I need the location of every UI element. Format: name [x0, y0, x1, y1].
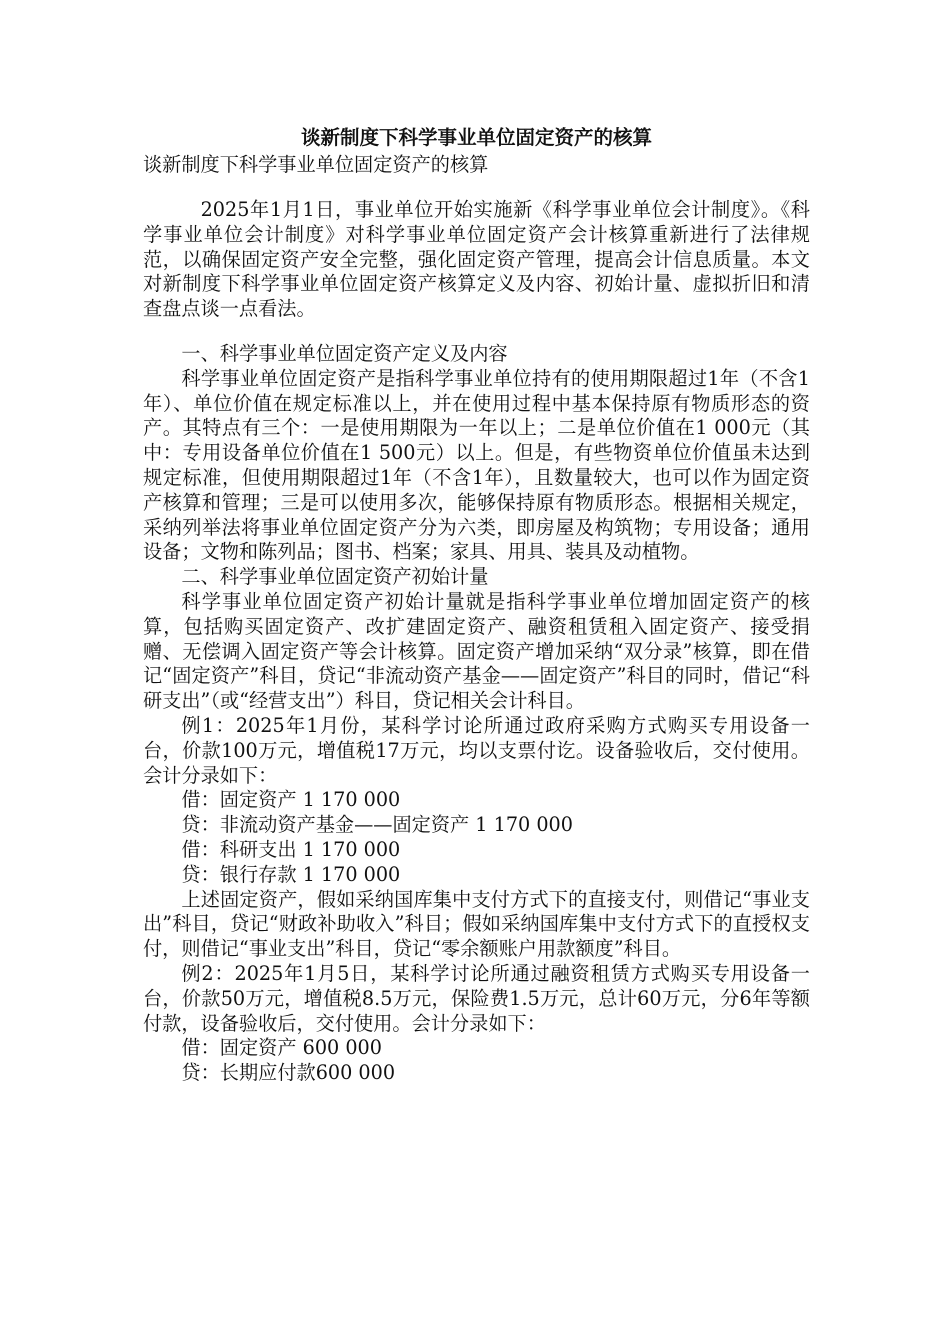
document-subtitle: 谈新制度下科学事业单位固定资产的核算 [143, 153, 489, 176]
document-page [143, 124, 810, 1086]
document-title: 谈新制度下科学事业单位固定资产的核算 [300, 126, 652, 149]
section2-heading: 二、科学事业单位固定资产初始计量 [181, 565, 489, 589]
journal-entry: 借：固定资产 600 000 [181, 1036, 382, 1060]
section2-body: 科学事业单位固定资产初始计量就是指科学事业单位增加固定资产的核算，包括购买固定资产、改扩建固定资产、融资租赁租入固定资产、接受捐赠、无偿调入固定资产等会计核算。固定资产增加采纳“双分录”核算，即在借记“固定资产”科目，贷记“非流动资产基金——固定资产”科目的同时，借记“科研支出”（或“经营支出”）科目，贷记相关会计科目。 [143, 589, 810, 713]
section1-body: 科学事业单位固定资产是指科学事业单位持有的使用期限超过1年（不含1年）、单位价值在规定标准以上，并在使用过程中基本保持原有物质形态的资产。其特点有三个：一是使用期限为一年以上；二是单位价值在1 000元（其中：专用设备单位价值在1 500元）以上。但是，有些物资单位价值虽未达到规定标准，但使用期限超过1年（不含1年），且数量较大，也可以作为固定资产核算和管理；三是可以使用多次，能够保持原有物质形态。根据相关规定，采纳列举法将事业单位固定资产分为六类，即房屋及构筑物；专用设备；通用设备；文物和陈列品；图书、档案；家具、用具、装具及动植物。 [143, 366, 810, 564]
journal-entry: 借：科研支出 1 170 000 [181, 837, 401, 861]
example2-text: 例2：2025年1月5日，某科学讨论所通过融资租赁方式购买专用设备一台，价款50万元，增值税8.5万元，保险费1.5万元，总计60万元，分6年等额付款，设备验收后，交付使用。会计分录如下： [143, 961, 810, 1035]
journal-entry: 贷：非流动资产基金——固定资产 1 170 000 [181, 813, 573, 837]
example1-note: 上述固定资产，假如采纳国库集中支付方式下的直接支付，则借记“事业支出”科目，贷记“财政补助收入”科目；假如采纳国库集中支付方式下的直授权支付，则借记“事业支出”科目，贷记“零余额账户用款额度”科目。 [143, 887, 810, 961]
section1-heading: 一、科学事业单位固定资产定义及内容 [181, 341, 508, 365]
spacer [143, 178, 810, 198]
intro-paragraph: 2025年1月1日，事业单位开始实施新《科学事业单位会计制度》。《科学事业单位会计制度》对科学事业单位固定资产会计核算重新进行了法律规范，以确保固定资产安全完整，强化固定资产管理，提高会计信息质量。本文对新制度下科学事业单位固定资产核算定义及内容、初始计量、虚拟折旧和清查盘点谈一点看法。 [143, 198, 810, 321]
journal-entry: 贷：长期应付款600 000 [181, 1061, 396, 1085]
spacer [143, 322, 810, 342]
journal-entry: 借：固定资产 1 170 000 [181, 788, 401, 812]
example1-text: 例1：2025年1月份，某科学讨论所通过政府采购方式购买专用设备一台，价款100万元，增值税17万元，均以支票付讫。设备验收后，交付使用。会计分录如下： [143, 713, 810, 787]
journal-entry: 贷：银行存款 1 170 000 [181, 862, 401, 886]
